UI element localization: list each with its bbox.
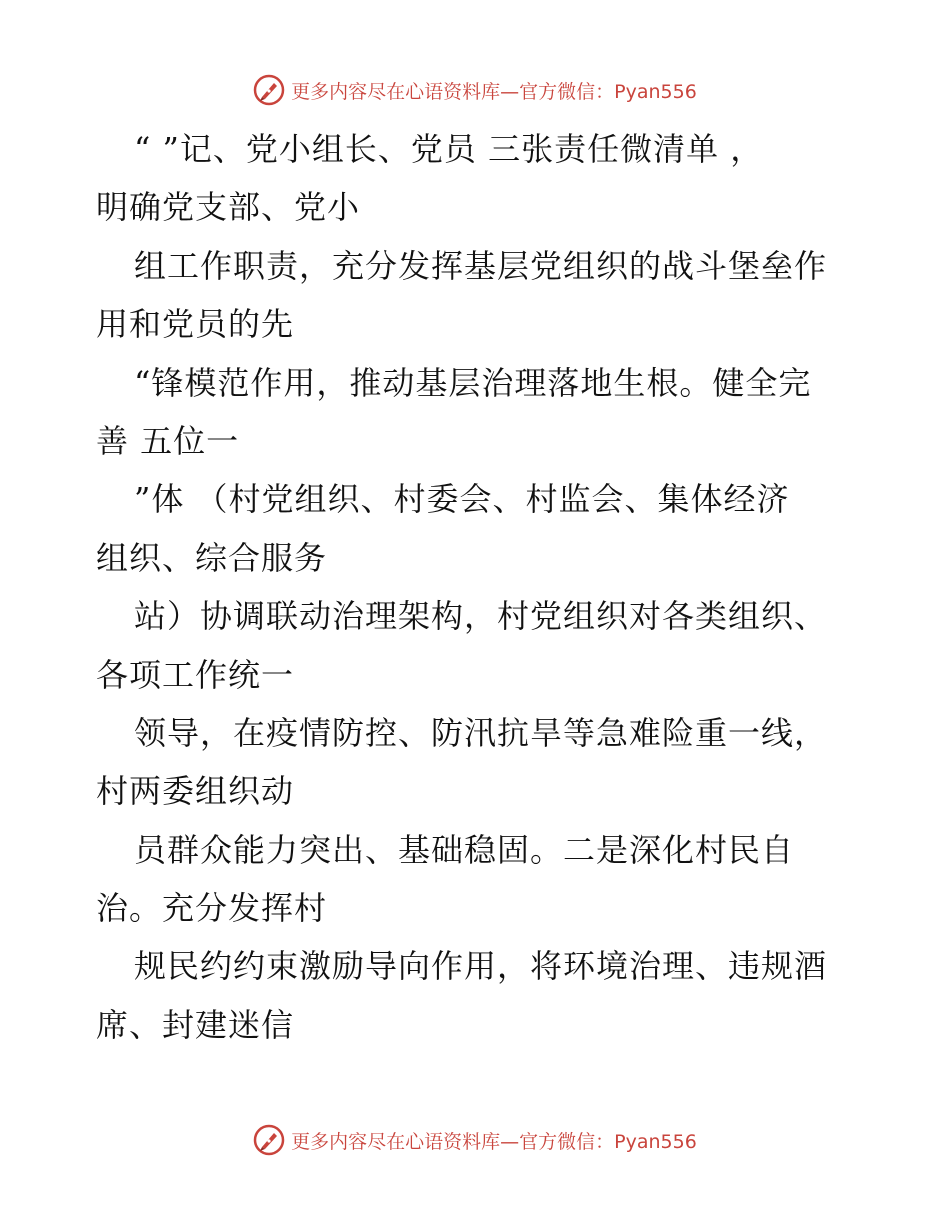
text-line: 站）协调联动治理架构，村党组织对各类组织、: [134, 597, 828, 636]
text-line: 规民约约束激励导向作用，将环境治理、违规酒: [134, 947, 828, 986]
text-line: “锋模范作用，推动基层治理落地生根。健全完: [134, 363, 812, 402]
text-line: 用和党员的先: [96, 305, 295, 344]
text-line: 组工作职责，充分发挥基层党组织的战斗堡垒作: [134, 246, 828, 285]
text-line: 明确党支部、党小: [96, 188, 361, 227]
text-line: 治。充分发挥村: [96, 889, 328, 928]
text-line: ”体 （村党组织、村委会、村监会、集体经济: [134, 480, 790, 519]
watermark-text: 更多内容尽在心语资料库—官方微信：Pyan556: [291, 1130, 697, 1153]
text-line: 各项工作统一: [96, 655, 295, 694]
text-line: 村两委组织动: [96, 772, 295, 811]
document-body: [96, 120, 856, 1054]
watermark-text: 更多内容尽在心语资料库—官方微信：Pyan556: [291, 80, 697, 103]
pen-nib-seal-icon: [253, 1124, 285, 1156]
footer-watermark: [0, 1120, 950, 1160]
pen-nib-seal-icon: [253, 74, 285, 106]
text-line: 组织、综合服务: [96, 538, 328, 577]
text-line: 员群众能力突出、基础稳固。二是深化村民自: [134, 830, 795, 869]
text-line: 领导，在疫情防控、防汛抗旱等急难险重一线，: [134, 713, 828, 752]
header-watermark: [0, 70, 950, 110]
text-line: 席、封建迷信: [96, 1005, 295, 1044]
text-line: 善 五位一: [96, 421, 240, 460]
text-line: “ ”记、党小组长、党员 三张责任微清单 ，: [134, 130, 764, 168]
